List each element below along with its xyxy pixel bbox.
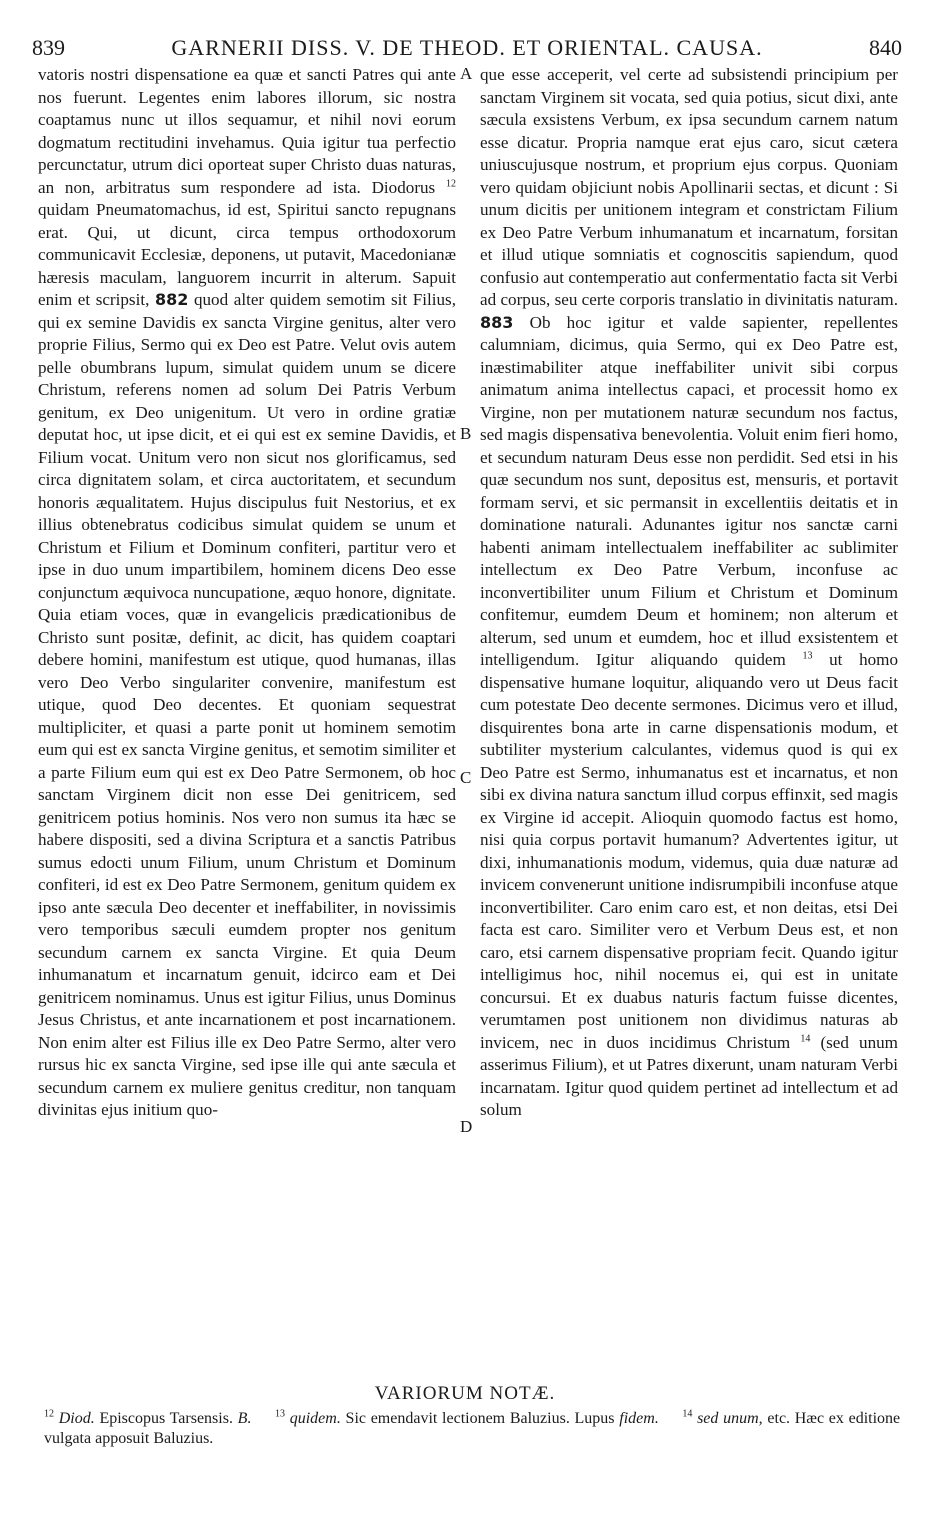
footnote-13-lemma: quidem.	[289, 1410, 341, 1427]
right-text-4: (sed unum asserimus Filium), et ut Patres dixerunt, unam naturam Verbi incarnatam. Igitur quod quidem pertinet ad intellectum et ad solum	[480, 1032, 898, 1119]
left-text-3: quod alter quidem semotim sit Filius, qui ex semine Davidis ex sancta Virgine genitus, alter vero proprie Filius, Sermo qui ex Deo est Patre. Velut ovis autem pelle obumbrans lupum, simulat quidem unum se dicere Christum, referens nomen ad solum Dei Patris Verbum genitum, ex Deo unigenitum. Ut vero in ordine gratiæ deputat hoc, ut ipse dicit, et ei qui est ex semine Davidis, et Filium vocat. Unitum vero non sicut nos glorificamus, sed circa dignitatem solam, et circa auctoritatem, et secundum honoris æqualitatem. Hujus discipulus fuit Nestorius, et ex illius obtenebratus codicibus simulat quidem se unum et Christum et Filium et Dominum confiteri, partitur vero et ipse in duo unum impartibilem, hominem dicens Deo esse conjunctum æquivoca nuncupatione, æquo honore, dignitate. Quia etiam voces, quæ in evangelicis prædicationibus de Christo sunt positæ, definit, ac dicit, has quidem coaptari debere homini, manifestum est utique, quod humanas, illas vero Deo Verbo singulariter convenire, manifestum est utique, quod Deo decentes. Et quoniam sequestrat multipliciter, et quasi a parte ponit ut hominem semotim eum qui est ex sancta Virgine genitus, et semotim similiter et a parte Filium eum qui est ex Deo Patre Sermonem, ob hoc sanctam Virginem dicit non esse Dei genitricem, sed genitricem potius hominis. Nos vero non sumus ita hæc se habere dispositi, sed a divina Scriptura et a sanctis Patribus sumus edocti unum Filium, unum Christum et Dominum confiteri, id est ex Deo Patre Sermonem, genitum quidem ex ipso ante sæcula Deo decenter et ineffabiliter, in novissimis vero temporibus sæculi eumdem propter nos genitum secundum carnem ex sancta Virgine. Et quia Deum inhumanatum et incarnatum genuit, idcirco eam et Dei genitricem nominamus. Unus est igitur Filius, unus Dominus Jesus Christus, et ante incarnationem et post incarnationem. Non enim alter est Filius ille ex Deo Patre Sermo, alter vero rursus hic ex sancta Virgine, sed ipse ille qui ante sæcula et secundum carnem ex muliere genitus creditur, non tanquam divinitas ejus initium quo-	[38, 290, 456, 1119]
footnote-14-lemma: sed unum,	[697, 1410, 763, 1427]
footnote-12-text: Episcopus Tarsensis.	[99, 1410, 233, 1427]
note-ref-13: 13	[802, 650, 813, 662]
footnote-12-lemma: Diod.	[58, 1410, 95, 1427]
left-text-1: vatoris nostri dispensatione ea quæ et sancti Patres qui ante nos fuerunt. Legentes enim labores illorum, sic nostra coaptamus nunc ut illos sequamur, et nihil novi eorum dogmatum rectitudini invehamus. Quia igitur tua perfectio percunctatur, utrum dici oporteat super Christo duas naturas, an non, arbitratus sum respondere ad ista. Diodorus	[38, 65, 456, 197]
note-ref-12: 12	[445, 177, 456, 189]
footnote-14-text: etc. Hæc ex editione vulgata apposuit Baluzius.	[44, 1410, 901, 1447]
right-text-2: Ob hoc igitur et valde sapienter, repellentes calumniam, dicimus, quia Sermo, qui ex Deo Patre est, inæstimabiliter atque ineffabiliter univit sibi corpus animatum anima intellectus capaci, et processit homo ex Virgine, non per mutationem naturæ secundum nos factus, sed magis dispensativa benevolentia. Voluit enim fieri homo, et secundum naturam Deus esse non perdidit. Sed etsi in his quæ secundum nos sunt, depositus est, mensuris, et portavit formam servi, et sic permansit in excellentiis deitatis et in dominatione naturali. Adunantes igitur nos sanctæ carni habenti animam intellectualem ineffabiliter ac sublimiter intellectum ex Deo Patre Verbum, inconfuse ac inconvertibiliter unum Filium et Christum et Dominum confitemur, eumdem Deum et hominem; non alterum et alterum, sed unum et eumdem, hoc et illud exsistentem et intelligendum. Igitur aliquando quidem	[480, 312, 898, 669]
marginal-number-883: 883	[480, 312, 514, 332]
page-number-right: 840	[869, 35, 902, 60]
right-column-text	[480, 64, 898, 1122]
right-text-3: ut homo dispensative humane loquitur, aliquando vero ut Deus facit cum potestate Deo decente sermones. Dicimus vero et illud, disquirentes bona arte in carne dispensationis modum, et subtiliter mysterium calculantes, videmus quod is qui ex Deo Patre est Sermo, inhumanatus est et incarnatus, et non sibi ex divina natura sanctum illud corpus effinxit, sed magis ex Virgine id accepit. Alioquin quomodo factus est homo, nisi quia corpus portavit humanum? Advertentes igitur, ut dixi, inhumanationis modum, videmus, quia duæ naturæ ad invicem convenerunt unitione indisrumpibili inconfuse atque inconvertibiliter. Caro enim caro est, et non deitas, etsi Dei facta est caro. Similiter vero et Verbum Deus est, et non caro, etsi carnem dispensative propriam fecit. Quando igitur intelligimus hoc, nihil nocemus ei, qui est in unitate concursui. Et ex duabus naturis factum fuisse dicentes, verumtamen post unitionem non dividimus naturas ab invicem, nec in duos incidimus Christum	[480, 650, 899, 1052]
margin-letter-b: B	[460, 424, 472, 443]
note-ref-14: 14	[800, 1032, 811, 1044]
margin-letter-d: D	[460, 1117, 473, 1136]
footnote-12-source: B.	[237, 1410, 252, 1427]
footnote-12-number: 12	[44, 1408, 54, 1420]
left-column	[38, 64, 456, 1122]
page-number-left: 839	[32, 35, 65, 60]
right-column	[480, 64, 898, 1122]
marginal-number-882: 882	[154, 290, 189, 309]
page-header	[32, 36, 902, 60]
margin-letter-c: C	[460, 768, 472, 787]
left-column-text	[38, 64, 456, 1122]
footnotes	[44, 1409, 900, 1449]
footnote-14-number: 14	[682, 1408, 693, 1420]
margin-letter-a: A	[460, 64, 473, 83]
footnote-13-number: 13	[275, 1408, 285, 1420]
left-text-2: quidam Pneumatomachus, id est, Spiritui sancto repugnans erat. Qui, ut dicunt, circa tempus orthodoxorum communicavit Ecclesiæ, deponens, ut putavit, Macedonianæ hæresis maculam, languorem incurrit in alterum. Sapuit enim et scripsit,	[38, 200, 456, 309]
notes-title: VARIORUM NOTÆ.	[374, 1383, 556, 1404]
footnote-13-text: Sic emendavit lectionem Baluzius. Lupus	[345, 1410, 615, 1427]
right-text-1: que esse acceperit, vel certe ad subsistendi principium per sanctam Virginem sit vocata, sed quia potius, sicut dixi, ante sæcula exsistens Verbum, ex ipsa secundum carnem natum esse dicatur. Propria namque erat ejus caro, sicut cætera uniuscujusque nostrum, et proprium ejus corpus. Quoniam vero quidam objiciunt nobis Apollinarii sectas, et dicunt : Si unum dicitis per unitionem integram et constrictam Filium ex Deo Patre Verbum inhumanatum et incarnatum, forsitan et illud utique somniatis et cognoscitis sapiendum, quod confusio aut contemperatio aut confermentatio facta sit Verbi ad corpus, seu certe corporis translatio in divinitatis naturam.	[480, 65, 898, 309]
running-title: GARNERII DISS. V. DE THEOD. ET ORIENTAL. CAUSA.	[171, 35, 763, 60]
footnote-13-variant: fidem.	[619, 1410, 659, 1427]
